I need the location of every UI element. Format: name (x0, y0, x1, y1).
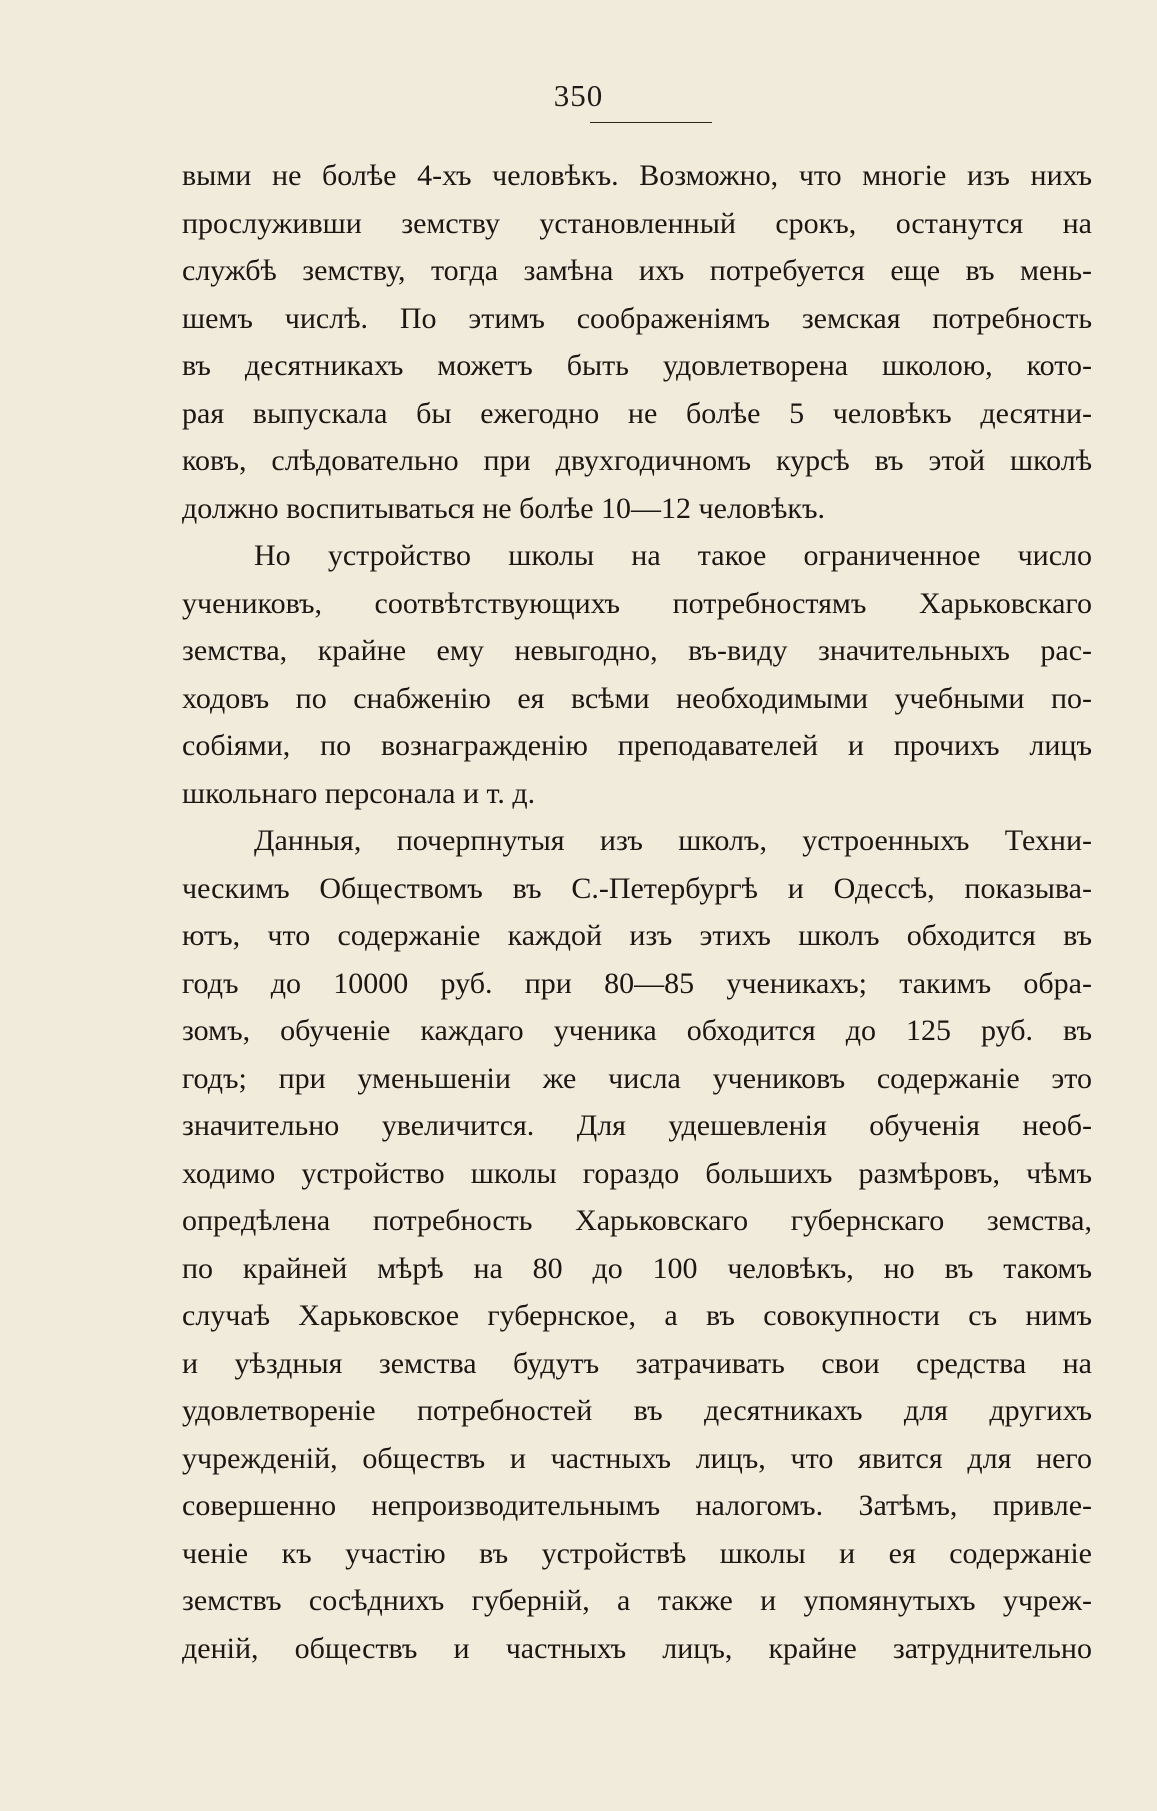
text-line: ходовъ по снабженію ея всѣми необходимыми учебными по- (182, 681, 1092, 715)
text-line: годъ до 10000 руб. при 80—85 ученикахъ; такимъ обра- (182, 966, 1092, 1000)
text-line: ютъ, что содержаніе каждой изъ этихъ школъ обходится въ (182, 919, 1092, 952)
text-line: учениковъ, соотвѣтствующихъ потребностямъ Харьковскаго (182, 586, 1092, 620)
text-line: совершенно непроизводительнымъ налогомъ. Затѣмъ, привле- (182, 1489, 1092, 1522)
text-line: и уѣздныя земства будутъ затрачивать свои средства на (182, 1346, 1092, 1380)
text-line: учрежденій, обществъ и частныхъ лицъ, что явится для него (182, 1441, 1092, 1475)
text-line: зомъ, обученіе каждаго ученика обходится до 125 руб. въ (182, 1014, 1092, 1047)
text-line: Данныя, почерпнутыя изъ школъ, устроенныхъ Техни- (254, 824, 1092, 857)
paragraph-3 (182, 817, 1092, 1672)
paragraph-1 (182, 152, 1092, 532)
page-number: 350 (553, 78, 604, 113)
text-line: ковъ, слѣдовательно при двухгодичномъ курсѣ въ этой школѣ (182, 444, 1092, 477)
text-line: земства, крайне ему невыгодно, въ-виду значительныхъ рас- (182, 634, 1092, 667)
text-line: школьнаго персонала и т. д. (182, 776, 536, 810)
text-line: по крайней мѣрѣ на 80 до 100 человѣкъ, но въ такомъ (182, 1251, 1092, 1285)
text-line: ческимъ Обществомъ въ С.-Петербургѣ и Одессѣ, показыва- (182, 871, 1092, 905)
paragraph-2 (182, 532, 1092, 817)
text-line: Но устройство школы на такое ограниченное число (254, 539, 1092, 572)
text-line: шемъ числѣ. По этимъ соображеніямъ земская потребность (182, 301, 1092, 335)
text-line: въ десятникахъ можетъ быть удовлетворена школою, кото- (182, 349, 1092, 382)
header-rule (590, 122, 712, 123)
text-line: собіями, по вознагражденію преподавателей и прочихъ лицъ (182, 729, 1092, 762)
text-line: удовлетвореніе потребностей въ десятникахъ для другихъ (182, 1394, 1092, 1427)
body-text (182, 152, 1092, 1672)
text-line: должно воспитываться не болѣе 10—12 человѣкъ. (182, 491, 825, 525)
text-line: рая выпускала бы ежегодно не болѣе 5 человѣкъ десятни- (182, 396, 1092, 430)
text-line: значительно увеличится. Для удешевленія обученія необ- (182, 1109, 1092, 1142)
text-line: деній, обществъ и частныхъ лицъ, крайне затруднительно (182, 1631, 1092, 1665)
text-line: ченіе къ участію въ устройствѣ школы и ея содержаніе (182, 1536, 1092, 1570)
text-line: службѣ земству, тогда замѣна ихъ потребуется еще въ мень- (182, 254, 1092, 287)
text-line: годъ; при уменьшеніи же числа учениковъ содержаніе это (182, 1061, 1092, 1095)
text-line: земствъ сосѣднихъ губерній, а также и упомянутыхъ учреж- (182, 1584, 1092, 1617)
text-line: прослуживши земству установленный срокъ, останутся на (182, 206, 1092, 240)
text-line: опредѣлена потребность Харьковскаго губернскаго земства, (182, 1204, 1092, 1237)
text-line: случаѣ Харьковское губернское, а въ совокупности съ нимъ (182, 1299, 1092, 1332)
text-line: выми не болѣе 4-хъ человѣкъ. Возможно, что многіе изъ нихъ (182, 159, 1092, 192)
text-line: ходимо устройство школы гораздо большихъ размѣровъ, чѣмъ (182, 1156, 1092, 1190)
